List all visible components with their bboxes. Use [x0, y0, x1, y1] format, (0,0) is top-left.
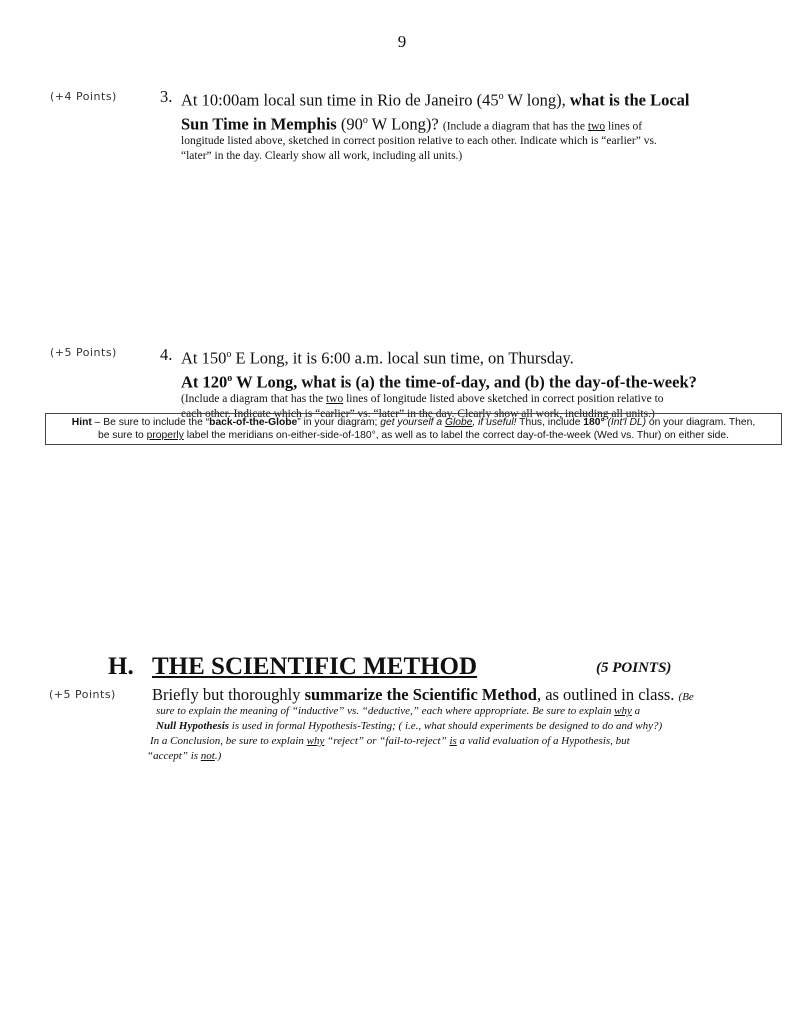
- q4-line2: At 120$^o$ W Long, what is (a) the time-of-day, and (b) the day-of-the-week?: [181, 372, 697, 391]
- q3-line2: Sun Time in Memphis (90$^o$ W Long)? (Include a diagram that has the two lines of: [181, 114, 643, 133]
- hint-box: [45, 413, 782, 445]
- section-h-details-2: [147, 734, 630, 764]
- q3-line1: At 10:00am local sun time in Rio de Janeiro (45$^o$ W long), what is the Local: [181, 90, 690, 110]
- q3-line3: longitude listed above, sketched in correct position relative to each other. Indicate which is “earlier” vs.: [181, 135, 657, 147]
- hint-line1: Hint – Be sure to include the “back-of-the-Globe” in your diagram; get yourself a Globe, if useful! Thus, include 180° (Int'l DL) on your diagram. Then,: [71, 417, 756, 428]
- section-h-points: (+5 Points): [49, 688, 116, 701]
- q3-number: 3.: [160, 87, 173, 106]
- q4-line4: each other. Indicate which is “earlier” vs. “later” in the day. Clearly show all work, including all units.): [181, 408, 655, 420]
- q3-question: [181, 87, 690, 164]
- section-h-details: [156, 704, 662, 734]
- section-h-points-label: (5 POINTS): [596, 660, 672, 676]
- section-h-line3: Null Hypothesis is used in formal Hypothesis-Testing; ( i.e., what should experiments be designed to do and why?): [156, 720, 663, 732]
- hint-line2: be sure to properly label the meridians on-either-side-of-180°, as well as to label the correct day-of-the-week (Wed vs. Thur) on either side.: [97, 430, 729, 441]
- section-h-letter: H.: [108, 653, 134, 680]
- section-h-line1: Briefly but thoroughly summarize the Scientific Method, as outlined in class. (Be: [152, 685, 694, 704]
- q4-points: (+5 Points): [50, 346, 117, 359]
- section-h-line2: sure to explain the meaning of “inductive” vs. “deductive,” each where appropriate. Be sure to explain why a: [156, 705, 641, 717]
- q4-number: 4.: [160, 345, 173, 364]
- q3-points: (+4 Points): [50, 90, 117, 103]
- q4-line1: At 150$^o$ E Long, it is 6:00 a.m. local sun time, on Thursday.: [181, 348, 574, 368]
- q4-line3: (Include a diagram that has the two lines of longitude listed above sketched in correct position relative to: [181, 393, 664, 405]
- page-number: 9: [397, 32, 407, 51]
- q4-question: [181, 345, 697, 422]
- q3-line4: “later” in the day. Clearly show all work, including all units.): [181, 150, 463, 162]
- section-h-line5: “accept” is not.): [147, 750, 222, 762]
- section-h-title: THE SCIENTIFIC METHOD: [152, 653, 478, 680]
- section-h-line4: In a Conclusion, be sure to explain why “reject” or “fail-to-reject” is a valid evaluation of a Hypothesis, but: [150, 735, 630, 747]
